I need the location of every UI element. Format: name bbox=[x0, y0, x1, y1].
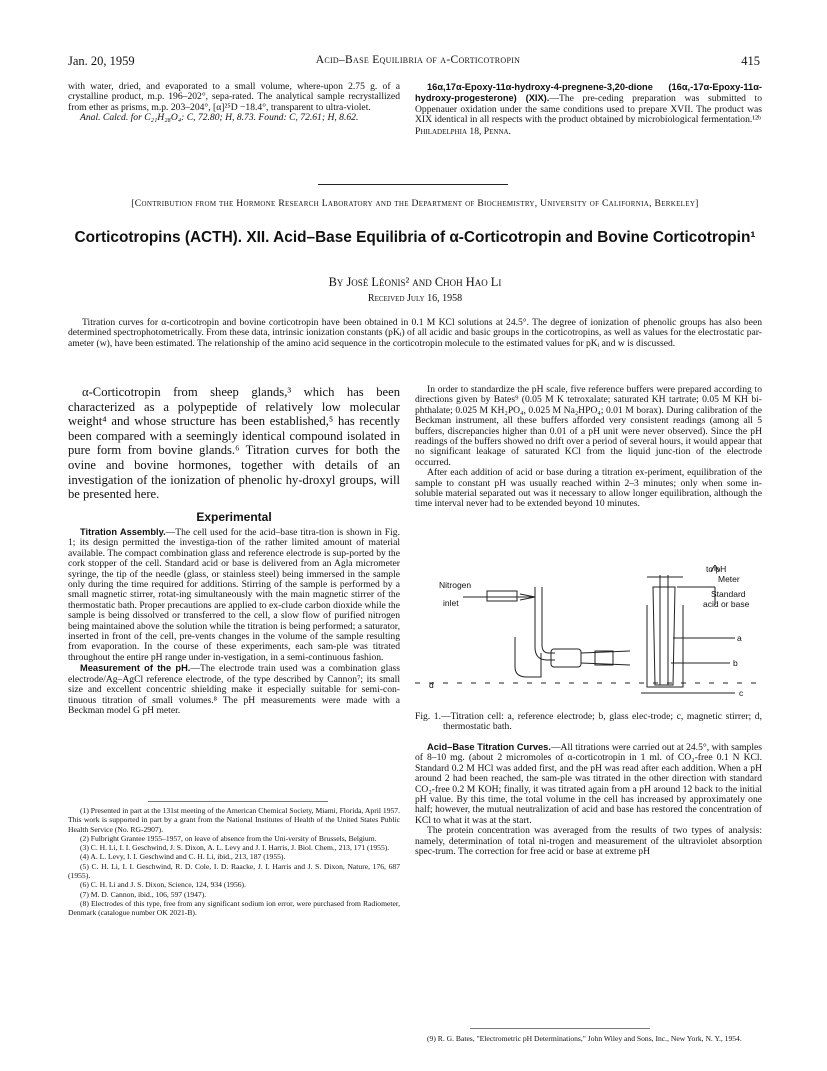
footnote-item: (8) Electrodes of this type, free from any significant sodium ion error, were purchased from Radiometer, Denmark (catalogue number OK 2021-B). bbox=[68, 898, 400, 918]
buffers-paragraph: In order to standardize the pH scale, five reference buffers were prepared according to directions given by Bates⁹ (0.05 M K tetroxalate; saturated KH tartrate; 0.05 M KH bi-phthalate; 0.025 M KH₂PO₄, 0.025 M Na₂HPO₄; 0.01 M borax). During calibration of the Beckman instrument, all these buffers afforded very consistent readings (among all 5 buffers, discrepancies higher than 0.01 of a pH unit were never observed). Since the pH readings of the buffers showed no drift over a period of several hours, it would appear that no significant leakage of saturated KCl from the liquid junc-tion of the electrode occurred. bbox=[415, 384, 762, 468]
titration-assembly-section bbox=[68, 527, 400, 716]
label-acid-base: acid or base bbox=[703, 599, 750, 609]
label-nitrogen: Nitrogen bbox=[439, 580, 472, 590]
received-date: Received July 16, 1958 bbox=[367, 293, 463, 304]
label-d: d bbox=[429, 680, 434, 690]
equilibration-paragraph: After each addition of acid or base during a titration ex-periment, equilibration of the sample to constant pH was usually reached within 2–3 minutes; only when some in-soluble material separated out was it necessary to allow longer equilibration, although the time interval never had to be extended beyond 10 minutes. bbox=[415, 467, 762, 510]
footnote-item: (7) M. D. Cannon, ibid., 106, 597 (1947). bbox=[80, 889, 207, 899]
footnote-item: (5) C. H. Li, I. I. Geschwind, R. D. Cole, I. D. Raacke, J. I. Harris and J. S. Dixon, Nature, 176, 687 (1955). bbox=[68, 861, 400, 881]
label-meter: Meter bbox=[718, 574, 740, 584]
prev-left-paragraph: with water, dried, and evaporated to a small volume, where-upon 2.75 g. of a crystalline product, m.p. 196–202°, sepa-rated. The analytical sample recrystallized from ether as prisms, m.p. 203–204°, [α]²⁵D −18.4°, transparent to ultra-violet. bbox=[68, 81, 400, 113]
footnote-right: (9) R. G. Bates, "Electrometric pH Determinations," John Wiley and Sons, Inc., New York, N. Y., 1954. bbox=[427, 1034, 742, 1043]
right-column-bottom bbox=[415, 742, 762, 857]
footnote-item: (4) A. L. Levy, I. I. Geschwind and C. H. Li, ibid., 213, 187 (1955). bbox=[80, 852, 286, 862]
label-b: b bbox=[733, 658, 738, 668]
authors: By José Léonis² and Choh Hao Li bbox=[328, 275, 502, 289]
abstract: Titration curves for α-corticotropin and bovine corticotropin have been obtained in 0.1 M KCl solutions at 24.5°. The degree of ionization of phenolic groups has also been determined spectrophotometrically. From these data, intrinsic ionization constants (pKᵢ) of all acidic and basic groups in the corticotropins, as well as values for the electrostatic par-ameter (w), have been estimated. The relationship of the amino acid sequence in the corticotropin molecule to the estimated values for pKᵢ and w is discussed. bbox=[68, 317, 762, 349]
introduction: α-Corticotropin from sheep glands,³ which has been characterized as a polypeptide of relatively low molecular weight⁴ and whose structure has been established,⁵ has recently been compared with a seemingly identical compound isolated in pure form from bovine glands.⁶ Titration curves for both the ovine and bovine hormones, together with details of an investigation of the ionization of phenolic hy-droxyl groups, will be presented here. bbox=[68, 385, 400, 502]
titration-cell-figure bbox=[415, 565, 762, 705]
article-title: Corticotropins (ACTH). XII. Acid–Base Equilibria of α-Corticotropin and Bovine Corticotropin¹ bbox=[74, 229, 756, 246]
footnote-item: (6) C. H. Li and J. S. Dixon, Science, 124, 934 (1956). bbox=[80, 880, 246, 890]
titration-assembly-body: —The cell used for the acid–base titra-tion is shown in Fig. 1; its design permitted the investiga-tion of the rather limited amount of material available. The compact combination glass and reference electrode is sup-ported by the cork stopper of the cell. Standard acid or base is delivered from an Agla micrometer syringe, the tip of the needle (glass, or stainless steel) being immersed in the sample only during the time required for additions. Stirring of the sample is performed by a small magnetic stirrer, rotat-ing simultaneously with the main magnetic stirrer of the thermostatic bath. Proper precautions are applied to ex-clude carbon dioxide while the sample is being dissolved or transferred to the cell, a slow flow of purified nitrogen being maintained above the solution while the titration is being performed; a saturator, inserted in front of the cell, pre-vents changes in the volume of the sample resulting from evaporation. In the course of these experiments, each sam-ple was titrated throughout the entire pH range under in-vestigation, in a semi-continuous fashion. bbox=[68, 527, 400, 663]
figure-caption: Fig. 1.—Titration cell: a, reference electrode; b, glass elec-trode; c, magnetic stirrer; d, thermostatic bath. bbox=[415, 711, 762, 733]
label-standard: Standard bbox=[711, 589, 746, 599]
measurement-heading: Measurement of the pH. bbox=[80, 663, 191, 674]
measurement-body: —The electrode train used was a combination glass electrode/Ag–AgCl reference electrode, of the type described by Cannon⁷; its small size and excellent concentric shielding make it especially suitable for semi-con-tinuous titration of small volumes.⁸ The pH measurements were made with a Beckman model G pH meter. bbox=[68, 663, 400, 716]
right-column-top bbox=[415, 385, 762, 510]
footnotes-left bbox=[68, 806, 400, 918]
section-divider bbox=[318, 184, 508, 185]
footnote-rule-right bbox=[470, 1028, 650, 1029]
label-a: a bbox=[737, 633, 742, 643]
acid-base-heading: Acid–Base Titration Curves. bbox=[427, 742, 551, 752]
footnote-item: (1) Presented in part at the 131st meeting of the American Chemical Society, Miami, Florida, April 1957. This work is supported in part by a grant from the National Institutes of Health of the United States Public Health Service (No. RG-2907). bbox=[68, 806, 400, 834]
experimental-heading: Experimental bbox=[196, 510, 272, 524]
figure-labels bbox=[429, 565, 750, 698]
titration-assembly-heading: Titration Assembly. bbox=[80, 527, 166, 537]
contribution-line: [Contribution from the Hormone Research Laboratory and the Department of Biochemistry, University of California, Berkeley] bbox=[131, 198, 699, 209]
prev-right-place: Philadelphia 18, Penna. bbox=[415, 125, 511, 137]
prev-article-right bbox=[415, 82, 762, 137]
prev-right-body: —The pre-ceding preparation was submitted to Oppenauer oxidation under the same conditions used to prepare XVII. The product was XIX identical in all respects with the product obtained by microbiological fermentation.¹²ᵇ bbox=[415, 93, 762, 126]
footnote-rule bbox=[148, 801, 328, 802]
prev-right-heading: 16α,17α-Epoxy-11α-hydroxy-4-pregnene-3,20-dione (16α,-17α-Epoxy-11α-hydroxy-progesterone) (XIX). bbox=[415, 82, 762, 104]
acid-base-body: —All titrations were carried out at 24.5°, with samples of 8–10 mg. (about 2 micromoles of α-corticotropin in 1 ml. of CO₂-free 0.1 N KCl. Standard 0.2 M HCl was added first, and the pH was read after each addition. When a pH around 2 had been reached, the sam-ple was titrated in the other direction with standard CO₂-free 0.2 M KOH; finally, it was titrated again from a pH around 12 back to the initial pH value. By this time, the total volume in the cell has increased by approximately one half; however, the mutual neutralization of acid and base has restored the concentration of KCl to what it was at the start. bbox=[415, 742, 762, 826]
running-title: Acid–Base Equilibria of α-Corticotropin bbox=[315, 54, 521, 66]
prev-left-analysis: Anal. Calcd. for C₂₁H₂₈O₄: C, 72.80; H, 8.73. Found: C, 72.61; H, 8.62. bbox=[80, 112, 359, 124]
footnote-item: (2) Fulbright Grantee 1955–1957, on leave of absence from the Uni-versity of Brussels, Belgium. bbox=[80, 833, 377, 843]
prev-article-left bbox=[68, 82, 400, 124]
footnote-item: (3) C. H. Li, I. I. Geschwind, J. S. Dixon, A. L. Levy and J. I. Harris, J. Biol. Chem., 213, 171 (1955). bbox=[80, 843, 390, 853]
page-number: 415 bbox=[741, 54, 760, 68]
label-c: c bbox=[739, 688, 744, 698]
protein-paragraph: The protein concentration was averaged from the results of two types of analysis: namely, determination of total ni-trogen and measurement of the ultraviolet absorption spec-trum. The correction for free acid or base at extreme pH bbox=[415, 825, 762, 858]
label-to-ph: to pH bbox=[706, 565, 727, 574]
header-date: Jan. 20, 1959 bbox=[68, 54, 135, 68]
label-inlet: inlet bbox=[443, 598, 459, 608]
